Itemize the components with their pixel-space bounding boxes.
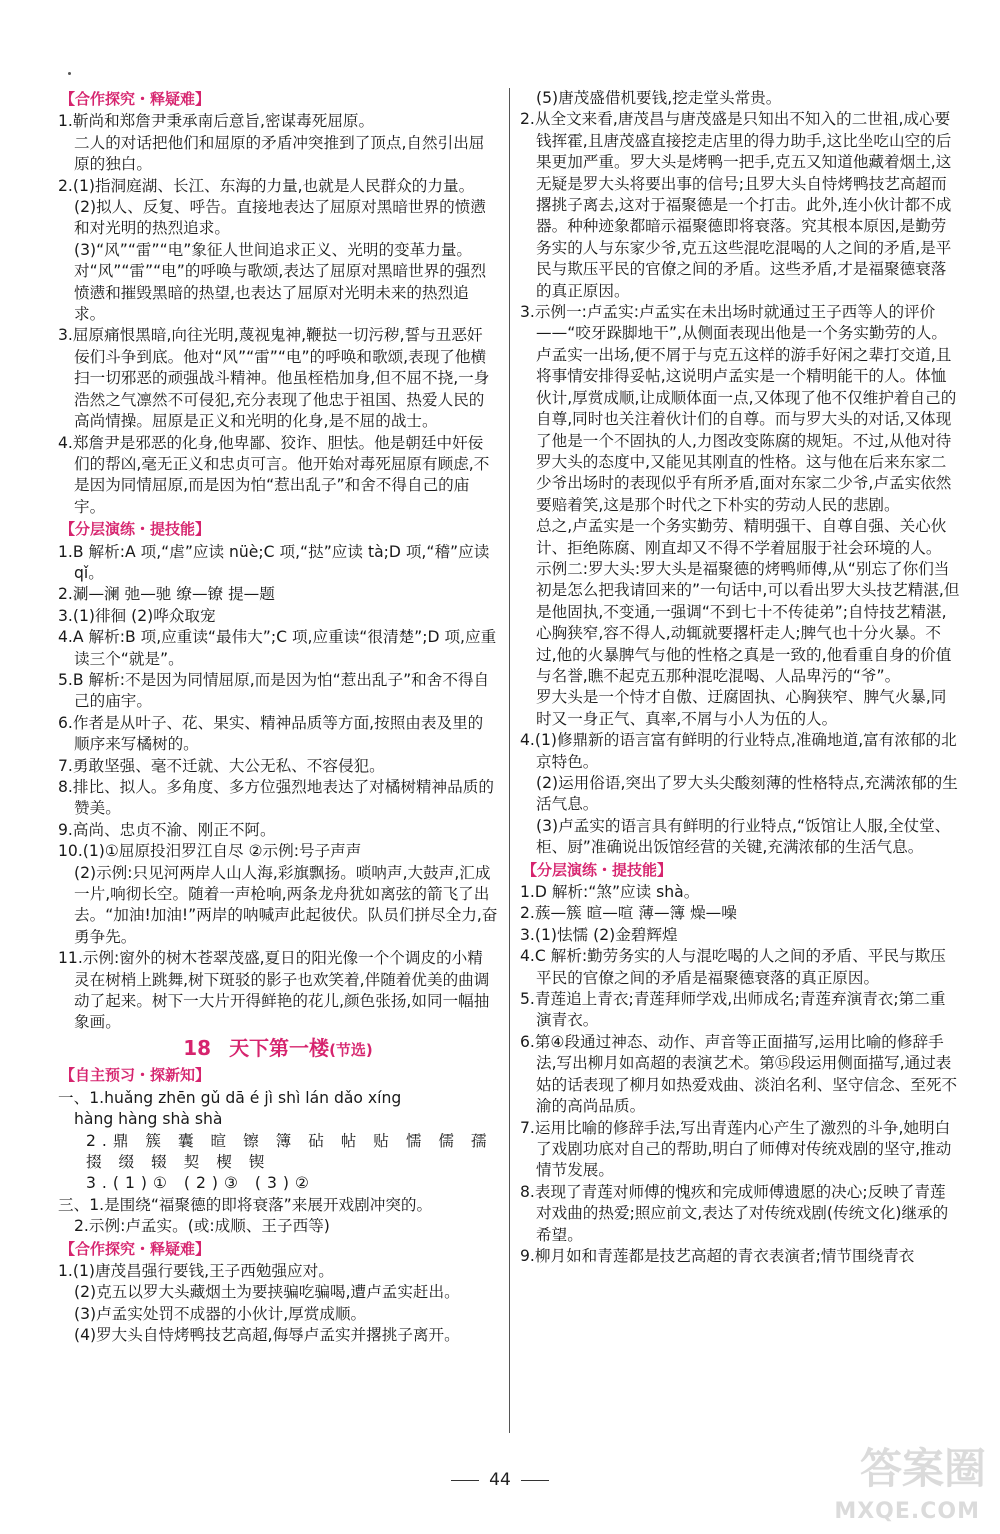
answer-line: (3)卢孟实处罚不成器的小伙计,厚赏成顺。 <box>74 1304 367 1323</box>
answer-item: 3.示例一:卢孟实:卢孟实在未出场时就通过王子西等人的评价——“咬牙跺脚地干”,从侧面表现出他是一个务实勤劳的人。卢孟实一出场,便不屑于与克五这样的游手好闲之辈打交道,且将事情安排得妥帖,这说明卢孟实是一个精明能干的人。体恤伙计,厚赏成顺,让成顺体面一点,又体现了他不仅维护着自己的自尊,同时也关注着伙计们的自尊。而与罗大头的对话,又体现了他是一个不固执的人,力图改变陈腐的规矩。不过,从他对待罗大头的态度中,又能见其刚直的性格。这与他在后来东家二少爷出场时的表现似乎有所矛盾,面对东家二少爷,卢孟实依然要赔着笑,这是那个时代之下朴实的劳动人民的悲剧。 <box>520 303 957 514</box>
answer-item: 6.第④段通过神态、动作、声音等正面描写,运用比喻的修辞手法,写出柳月如高超的表演艺术。第⑮段运用侧面描写,通过表姑的话表现了柳月如热爱戏曲、淡泊名利、坚守信念、至死不渝的高尚品质。 <box>520 1032 958 1116</box>
section-header-row <box>58 1238 498 1261</box>
answer-line: 二人的对话把他们和屈原的矛盾冲突推到了顶点,自然引出屈原的独白。 <box>74 133 485 174</box>
answer-item: 10.(1)①屈原投汨罗江自尽 ②示例:号子声声 <box>58 842 362 861</box>
chapter-subtitle: (节选) <box>329 1040 373 1059</box>
right-column <box>520 88 960 1267</box>
answer-item: 2.蔟—簇 暄—喧 薄—簿 燥—噪 <box>520 904 737 923</box>
section-header-row <box>58 88 498 111</box>
answer-item: 4.C 解析:勤劳务实的人与混吃喝的人之间的矛盾、平民与欺压平民的官僚之间的矛盾是福聚德衰落的真正原因。 <box>520 947 946 987</box>
section-header: 【分层演练・提技能】 <box>60 520 211 539</box>
answer-line: 掇 缀 辍 契 楔 锲 <box>86 1152 271 1171</box>
answer-item: 2.从全文来看,唐茂昌与唐茂盛是只知出不知入的二世祖,成心要钱挥霍,且唐茂盛直接挖走店里的得力助手,这比坐吃山空的后果更加严重。罗大头是烤鸭一把手,克五又知道他藏着烟土,这无疑是罗大头将要出事的信号;且罗大头自恃烤鸭技艺高超而撂挑子离去,这对于福聚德是一个打击。此外,连小伙计都不成器。种种迹象都暗示福聚德即将衰落。究其根本原因,是勤劳务实的人与东家少爷,克五这些混吃混喝的人之间的矛盾,是平民与欺压平民的官僚之间的矛盾。这些矛盾,才是福聚德衰落的真正原因。 <box>520 110 952 300</box>
section-header-row <box>520 859 960 882</box>
answer-line: 2.鼎 簇 囊 暄 镲 簿 砧 帖 贴 懦 儒 孺 <box>86 1131 493 1150</box>
section-header: 【自主预习・探新知】 <box>60 1066 211 1085</box>
answer-item: 5.青莲追上青衣;青莲拜师学戏,出师成名;青莲弃演青衣;第二重演青衣。 <box>520 990 946 1030</box>
answer-item: 1.(1)唐茂昌强行要钱,王子西勉强应对。 <box>58 1261 334 1280</box>
answer-line: 罗大头是一个恃才自傲、迂腐固执、心胸狭窄、脾气火暴,同时又一身正气、真率,不屑与小人为伍的人。 <box>536 688 947 728</box>
scan-dot <box>68 72 71 75</box>
answer-item: 1.靳尚和郑詹尹秉承南后意旨,密谋毒死屈原。 <box>58 112 375 131</box>
answer-item: 1.D 解析:“煞”应读 shà。 <box>520 883 700 902</box>
watermark-url: MXQE.COM <box>834 1499 980 1524</box>
answer-item: 8.表现了青莲对师傅的愧疚和完成师傅遗愿的决心;反映了青莲对戏曲的热爱;照应前文,表达了对传统戏剧(传统文化)继承的希望。 <box>520 1182 949 1244</box>
answer-line: hàng hàng shà shà <box>74 1110 223 1129</box>
section-header: 【分层演练・提技能】 <box>522 860 673 879</box>
section-header-row <box>58 518 498 541</box>
answer-line: 2.示例:卢孟实。(或:成顺、王子西等) <box>74 1217 330 1236</box>
answer-item: 5.B 解析:不是因为同情屈原,而是因为怕“惹出乱子”和舍不得自己的庙宇。 <box>58 670 490 711</box>
section-header: 【合作探究・释疑难】 <box>60 90 211 108</box>
watermark-title: 答案圈 <box>859 1444 986 1493</box>
section-header-row <box>58 1064 498 1087</box>
answer-item: 一、1.huǎng zhēn gǔ dā é jì shì lán dǎo xíng <box>58 1088 402 1107</box>
answer-line: (3)“风”“雷”“电”象征人世间追求正义、光明的变革力量。对“风”“雷”“电”的呼唤与歌颂,表达了屈原对黑暗世界的强烈愤懑和摧毁黑暗的热望,也表达了屈原对光明未来的热烈追求。 <box>74 240 487 324</box>
page-number: 44 <box>489 1470 511 1490</box>
answer-item: 3.屈原痛恨黑暗,向往光明,蔑视鬼神,鞭挞一切污秽,誓与丑恶奸佞们斗争到底。他对“风”“雷”“电”的呼唤和歌颂,表现了他横扫一切邪恶的顽强战斗精神。他虽桎梏加身,但不屈不挠,一身浩然之气凛然不可侵犯,充分表现了他忠于祖国、热爱人民的高尚情操。屈原是正义和光明的化身,是不屈的战士。 <box>58 326 490 431</box>
answer-line: 3.(1)① (2)③ (3)② <box>86 1174 315 1193</box>
answer-item: 9.高尚、忠贞不渝、刚正不阿。 <box>58 820 276 839</box>
answer-item: 6.作者是从叶子、花、果实、精神品质等方面,按照由表及里的顺序来写橘树的。 <box>58 713 484 754</box>
answer-line: 总之,卢孟实是一个务实勤劳、精明强干、自尊自强、关心伙计、拒绝陈腐、刚直却又不得不学着屈服于社会环境的人。 <box>536 517 947 557</box>
answer-item: 11.示例:窗外的树木苍翠茂盛,夏日的阳光像一个个调皮的小精灵在树梢上跳舞,树下斑驳的影子也欢笑着,伴随着优美的曲调动了起来。树下一大片开得鲜艳的花儿,颜色张扬,如同一幅抽象画。 <box>58 949 490 1032</box>
answer-item: 三、1.是围绕“福聚德的即将衰落”来展开戏剧冲突的。 <box>58 1195 433 1214</box>
answer-line: (4)罗大头自恃烤鸭技艺高超,侮辱卢孟实并撂挑子离开。 <box>74 1326 460 1345</box>
answer-item: 3.(1)徘徊 (2)哗众取宠 <box>58 606 216 625</box>
footer-dash-left <box>451 1480 479 1481</box>
answer-item: 7.勇敢坚强、毫不迁就、大公无私、不容侵犯。 <box>58 756 385 775</box>
answer-line: (2)拟人、反复、呼告。直接地表达了屈原对黑暗世界的愤懑和对光明的热烈追求。 <box>74 198 486 238</box>
answer-line: (2)示例:只见河两岸人山人海,彩旗飘扬。唢呐声,大鼓声,汇成一片,响彻长空。随着一声枪响,两条龙舟犹如离弦的箭飞了出去。“加油!加油!”两岸的呐喊声此起彼伏。队员们拼尽全力,奋勇争先。 <box>74 863 498 946</box>
answer-item: 4.(1)修鼎新的语言富有鲜明的行业特点,准确地道,富有浓郁的北京特色。 <box>520 731 957 771</box>
answer-item: 4.A 解析:B 项,应重读“最伟大”;C 项,应重读“很清楚”;D 项,应重读三个“就是”。 <box>58 628 497 668</box>
chapter-number: 18 <box>183 1035 212 1060</box>
watermark-logo <box>830 1434 990 1530</box>
answer-line: 示例二:罗大头:罗大头是福聚德的烤鸭师傅,从“别忘了你们当初是怎么把我请回来的”一句话中,可以看出罗大头技艺精湛,但是他固执,不变通,一强调“不到七十不传徒弟”;自恃技艺精湛,心胸狭窄,容不得人,动辄就要撂杆走人;脾气也十分火暴。不过,他的火暴脾气与他的性格之真是一致的,他看重自身的价值与名誉,瞧不起克五那种混吃混喝、人品卑污的“爷”。 <box>536 559 960 685</box>
footer-dash-right <box>521 1480 549 1481</box>
answer-item: 9.柳月如和青莲都是技艺高超的青衣表演者;情节围绕青衣 <box>520 1246 915 1265</box>
chapter-title <box>58 1035 498 1061</box>
answer-item: 3.(1)怯懦 (2)金碧辉煌 <box>520 925 678 944</box>
answer-item: 2.(1)指洞庭湖、长江、东海的力量,也就是人民群众的力量。 <box>58 176 475 195</box>
answer-item: 4.郑詹尹是邪恶的化身,他卑鄙、狡诈、胆怯。他是朝廷中奸佞们的帮凶,毫无正义和忠贞可言。他开始对毒死屈原有顾虑,不是因为同情屈原,而是因为怕“惹出乱子”和舍不得自己的庙宇。 <box>58 433 490 516</box>
answer-line: (3)卢孟实的语言具有鲜明的行业特点,“饭馆让人服,全仗堂、柜、厨”准确说出饭馆经营的关键,充满浓郁的生活气息。 <box>536 816 951 857</box>
section-header: 【合作探究・释疑难】 <box>60 1239 211 1258</box>
answer-item: 1.B 解析:A 项,“虐”应读 nüè;C 项,“挞”应读 tà;D 项,“稽”应读 qǐ。 <box>58 542 490 582</box>
column-divider <box>509 88 510 1433</box>
answer-line: (2)运用俗语,突出了罗大头尖酸刻薄的性格特点,充满浓郁的生活气息。 <box>536 774 958 814</box>
answer-item: 8.排比、拟人。多角度、多方位强烈地表达了对橘树精神品质的赞美。 <box>58 778 494 818</box>
answer-line: (5)唐茂盛借机要钱,挖走堂头常贵。 <box>536 89 782 107</box>
chapter-name: 天下第一楼 <box>229 1035 330 1060</box>
answer-item: 2.涮—澜 弛—驰 缭—镣 提—题 <box>58 585 275 604</box>
answer-line: (2)克五以罗大头藏烟土为要挟骗吃骗喝,遭卢孟实赶出。 <box>74 1283 460 1302</box>
answer-item: 7.运用比喻的修辞手法,写出青莲内心产生了激烈的斗争,她明白了戏剧功底对自己的帮助,明白了师傅对传统戏剧的坚守,推动情节发展。 <box>520 1118 952 1180</box>
left-column <box>58 88 498 1347</box>
